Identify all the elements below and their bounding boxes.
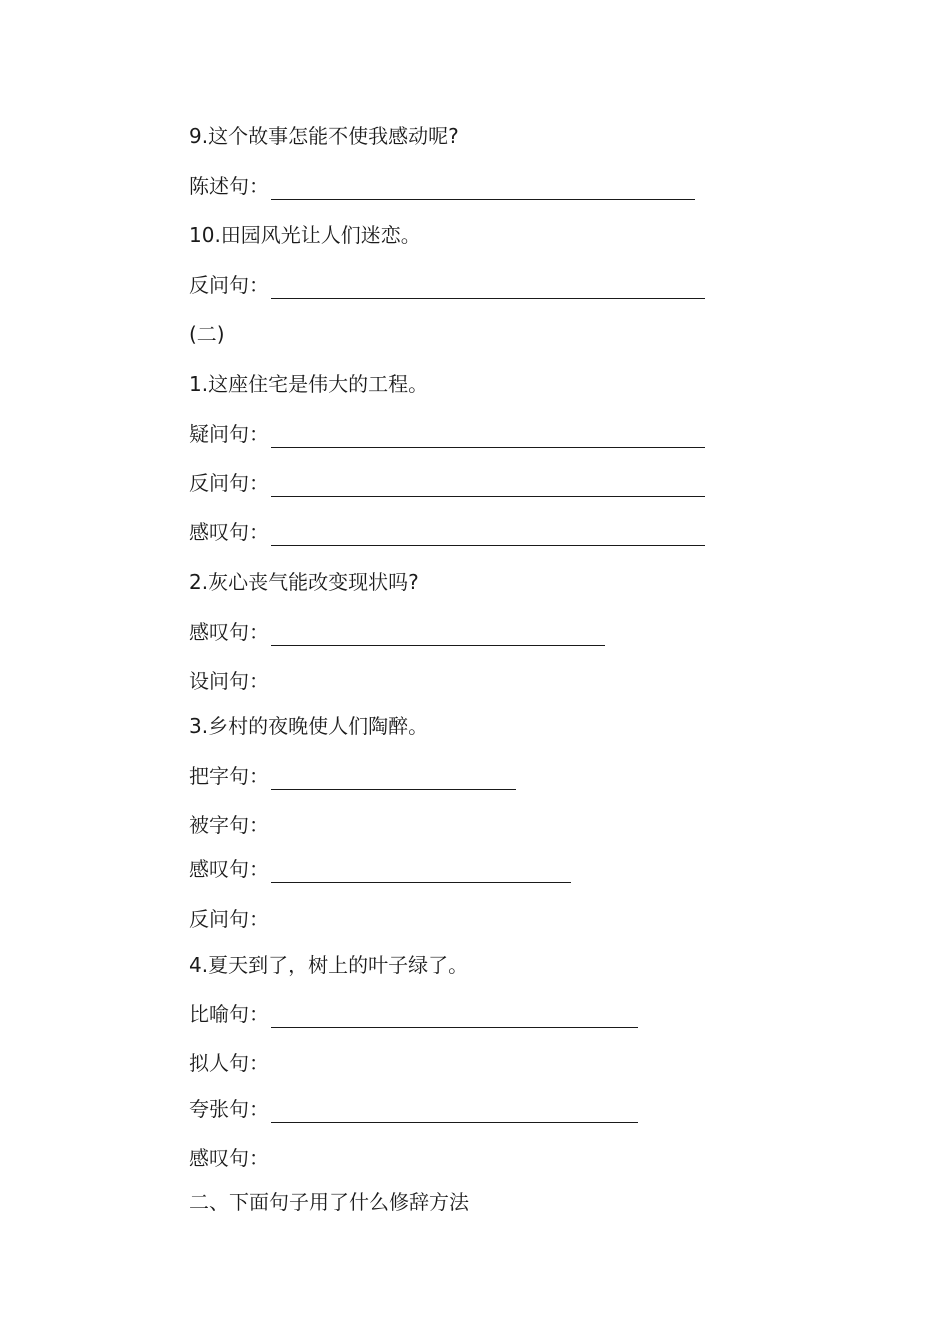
line-label: 感叹句： <box>189 520 269 544</box>
line-label: 比喻句： <box>189 1002 269 1026</box>
line-text: 2.灰心丧气能改变现状吗? <box>189 570 419 594</box>
answer-line-bei-sentence <box>189 811 269 839</box>
answer-blank[interactable] <box>271 767 516 790</box>
line-label: 夸张句： <box>189 1097 269 1121</box>
answer-line-ba-sentence <box>189 762 516 790</box>
question-3 <box>189 712 428 740</box>
answer-line-hyperbole <box>189 1095 638 1123</box>
answer-line-rhetorical <box>189 905 269 933</box>
line-text: 10.田园风光让人们迷恋。 <box>189 223 421 247</box>
answer-blank[interactable] <box>271 1100 638 1123</box>
answer-blank[interactable] <box>271 177 695 200</box>
answer-blank[interactable] <box>271 523 705 546</box>
line-text: 9.这个故事怎能不使我感动呢? <box>189 124 459 148</box>
line-label: 陈述句： <box>189 174 269 198</box>
question-4 <box>189 951 468 979</box>
line-label: 反问句： <box>189 273 269 297</box>
answer-blank[interactable] <box>271 276 705 299</box>
line-text: 二、下面句子用了什么修辞方法 <box>189 1190 469 1214</box>
line-text: 4.夏天到了，树上的叶子绿了。 <box>189 953 469 977</box>
answer-line-simile <box>189 1000 638 1028</box>
question-9 <box>189 122 459 150</box>
answer-line-declarative <box>189 172 695 200</box>
line-label: 拟人句： <box>189 1051 269 1075</box>
answer-line-rhetorical <box>189 469 705 497</box>
answer-blank[interactable] <box>271 474 705 497</box>
answer-line-exclamatory <box>189 855 571 883</box>
line-text: 1.这座住宅是伟大的工程。 <box>189 372 429 396</box>
answer-blank[interactable] <box>271 860 571 883</box>
answer-line-self-question <box>189 667 269 695</box>
line-label: 设问句： <box>189 669 269 693</box>
question-2 <box>189 568 419 596</box>
line-text: (二) <box>189 322 225 346</box>
answer-line-interrogative <box>189 420 705 448</box>
answer-blank[interactable] <box>271 1005 638 1028</box>
section-heading-2 <box>189 320 225 348</box>
answer-line-exclamatory <box>189 618 605 646</box>
answer-blank[interactable] <box>271 623 605 646</box>
line-label: 反问句： <box>189 907 269 931</box>
line-label: 感叹句： <box>189 620 269 644</box>
question-1 <box>189 370 428 398</box>
line-text: 3.乡村的夜晚使人们陶醉。 <box>189 714 429 738</box>
line-label: 被字句： <box>189 813 269 837</box>
question-10 <box>189 221 421 249</box>
line-label: 把字句： <box>189 764 269 788</box>
line-label: 疑问句： <box>189 422 269 446</box>
line-label: 感叹句： <box>189 857 269 881</box>
section-heading-rhetoric <box>189 1188 469 1216</box>
answer-line-exclamatory <box>189 1144 269 1172</box>
answer-blank[interactable] <box>271 425 705 448</box>
answer-line-exclamatory <box>189 518 705 546</box>
answer-line-personification <box>189 1049 269 1077</box>
answer-line-rhetorical <box>189 271 705 299</box>
line-label: 反问句： <box>189 471 269 495</box>
line-label: 感叹句： <box>189 1146 269 1170</box>
